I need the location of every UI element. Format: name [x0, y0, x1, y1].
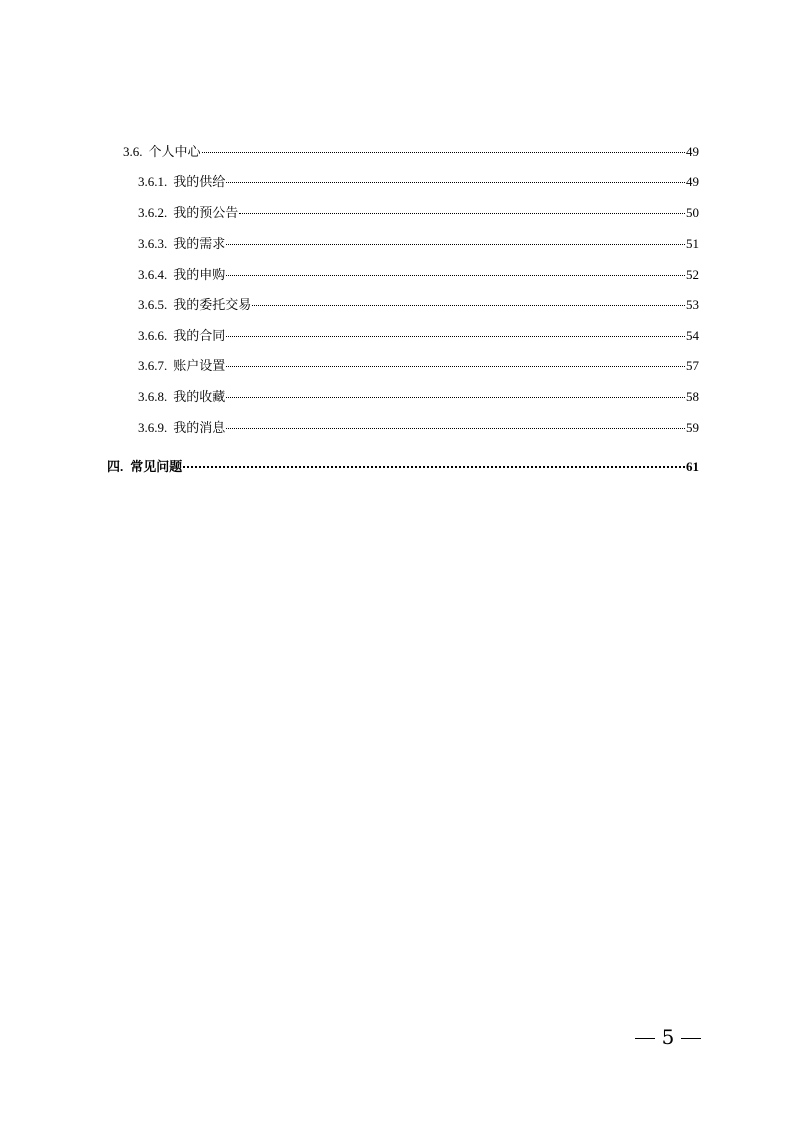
toc-entry-3-6-8[interactable]: [138, 389, 699, 405]
toc-entry-page: 52: [686, 267, 699, 282]
toc-entry-3-6-7[interactable]: [138, 358, 699, 374]
toc-entry-title: 我的消息: [173, 420, 226, 435]
toc-dot-leader: [226, 244, 685, 245]
toc-entry-3-6-3[interactable]: [138, 236, 699, 252]
toc-entry-number: 3.6.3.: [138, 236, 168, 251]
toc-dot-leader: [252, 305, 685, 306]
toc-entry-number: 3.6.8.: [138, 389, 168, 404]
toc-entry-3-6-9[interactable]: [138, 420, 699, 436]
toc-entry-3-6-1[interactable]: [138, 174, 699, 190]
toc-entry-page: 59: [686, 420, 699, 435]
toc-dot-leader: [226, 336, 685, 337]
toc-dot-leader: [183, 466, 685, 468]
toc-dot-leader: [202, 152, 685, 153]
toc-dot-leader: [226, 397, 685, 398]
toc-dot-leader: [226, 428, 685, 429]
toc-entry-number: 3.6.4.: [138, 267, 168, 282]
toc-entry-chapter-4[interactable]: [107, 459, 699, 475]
toc-entry-number: 3.6.5.: [138, 297, 168, 312]
toc-entry-page: 50: [686, 205, 699, 220]
toc-entry-title: 我的供给: [173, 174, 226, 189]
toc-entry-page: 49: [686, 144, 699, 159]
toc-entry-page: 61: [686, 459, 699, 474]
toc-entry-number: 3.6.1.: [138, 174, 168, 189]
toc-entry-3-6-2[interactable]: [138, 205, 699, 221]
toc-dot-leader: [239, 213, 685, 214]
page-number: 5: [661, 1025, 675, 1049]
toc-entry-title: 我的需求: [173, 236, 226, 251]
toc-entry-title: 我的预公告: [173, 205, 239, 220]
toc-dot-leader: [226, 275, 685, 276]
toc-entry-title: 我的收藏: [173, 389, 226, 404]
toc-entry-page: 49: [686, 174, 699, 189]
toc-entry-page: 57: [686, 358, 699, 373]
toc-entry-number: 四.: [107, 459, 124, 474]
toc-entry-title: 账户设置: [173, 358, 226, 373]
toc-entry-number: 3.6.7.: [138, 358, 168, 373]
page-footer: [628, 1022, 708, 1052]
footer-dash-left: [635, 1038, 655, 1039]
toc-dot-leader: [226, 366, 685, 367]
toc-entry-number: 3.6.2.: [138, 205, 168, 220]
toc-entry-number: 3.6.9.: [138, 420, 168, 435]
toc-entry-3-6-6[interactable]: [138, 328, 699, 344]
toc-entry-page: 51: [686, 236, 699, 251]
toc-entry-3-6-4[interactable]: [138, 267, 699, 283]
footer-dash-right: [681, 1038, 701, 1039]
toc-entry-3-6[interactable]: [123, 144, 699, 160]
toc-entry-page: 58: [686, 389, 699, 404]
toc-entry-page: 54: [686, 328, 699, 343]
toc-entry-title: 常见问题: [130, 459, 183, 474]
toc-entry-number: 3.6.: [123, 144, 143, 159]
toc-entry-page: 53: [686, 297, 699, 312]
toc-entry-title: 我的合同: [173, 328, 226, 343]
toc-dot-leader: [226, 182, 685, 183]
toc-entry-3-6-5[interactable]: [138, 297, 699, 313]
toc-entry-number: 3.6.6.: [138, 328, 168, 343]
toc-entry-title: 我的申购: [173, 267, 226, 282]
toc-entry-title: 个人中心: [148, 144, 201, 159]
toc-entry-title: 我的委托交易: [173, 297, 252, 312]
